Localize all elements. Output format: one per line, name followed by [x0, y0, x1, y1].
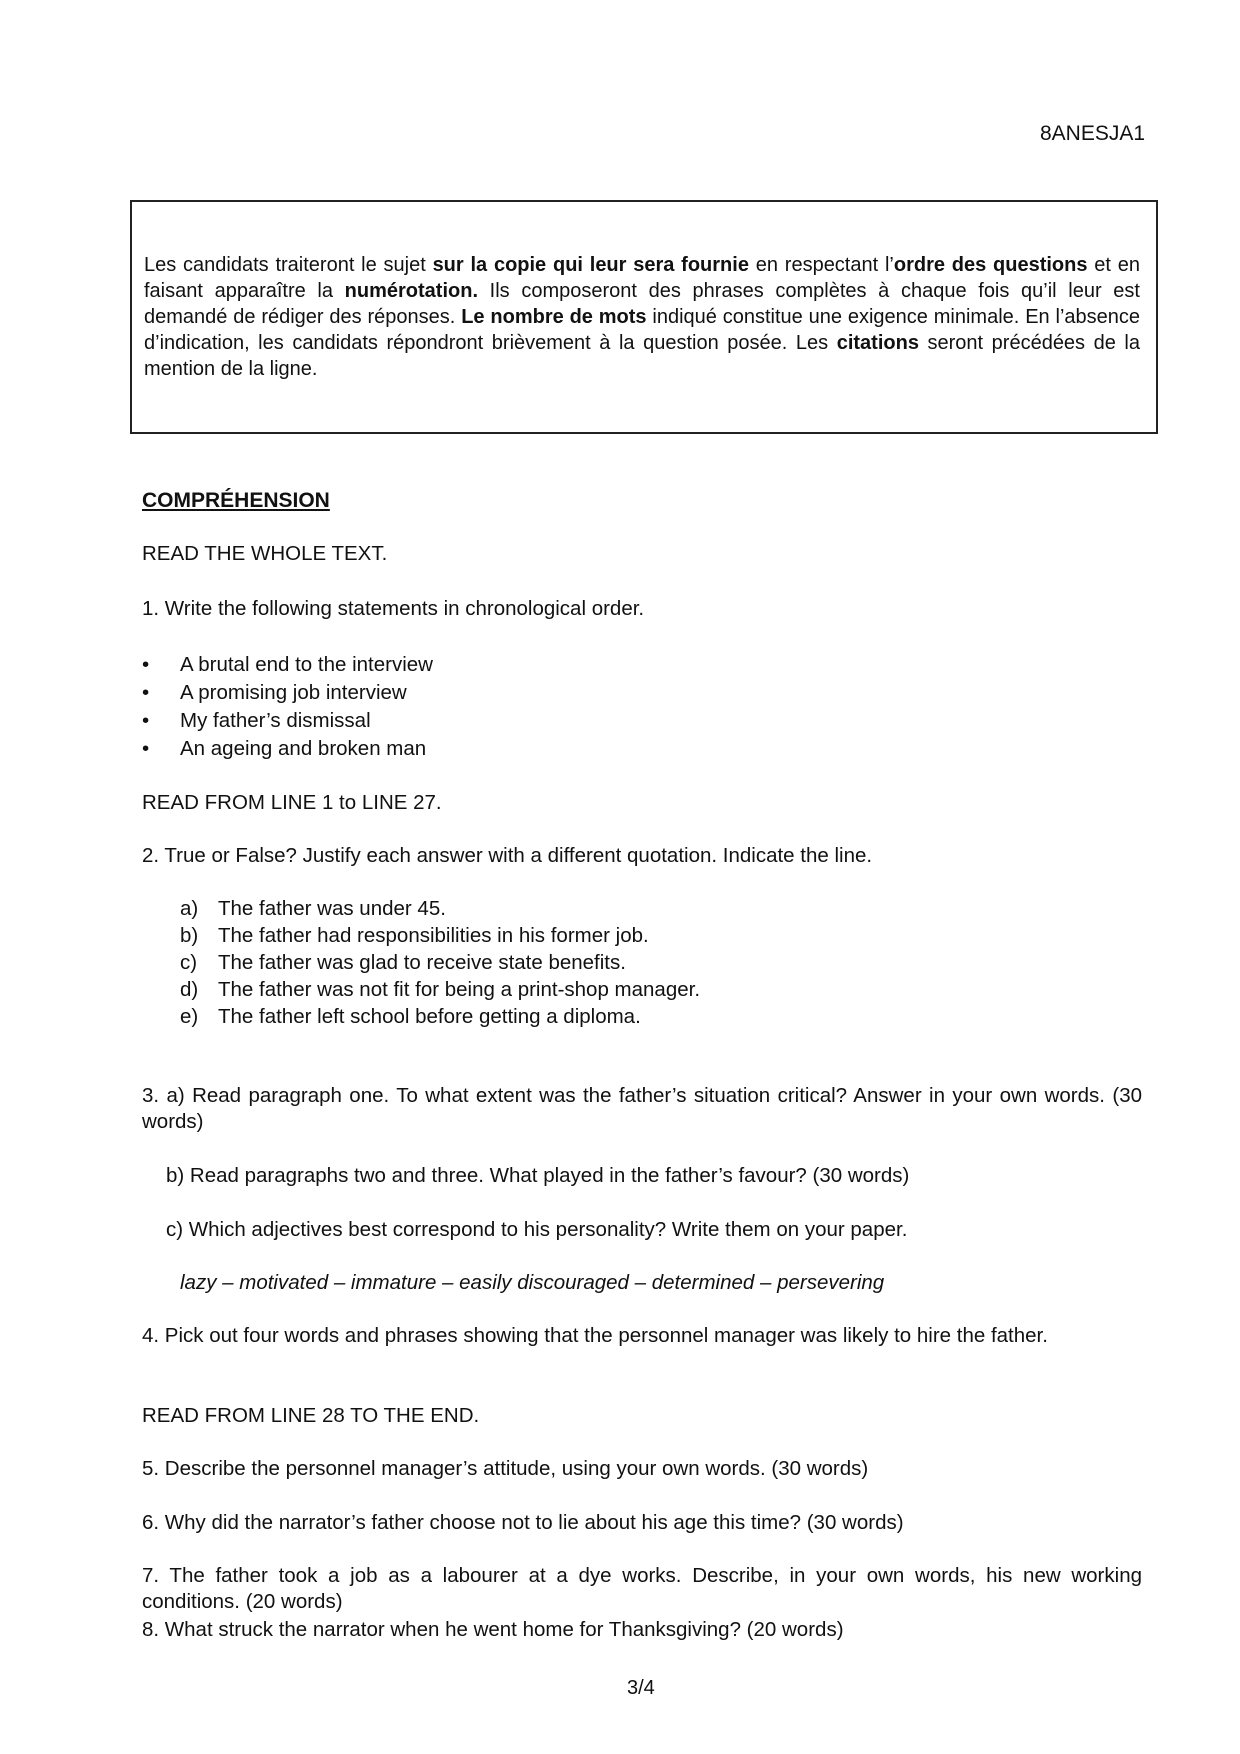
item-text: The father had responsibilities in his former job.: [218, 924, 649, 947]
question-7: 7. The father took a job as a labourer at a dye works. Describe, in your own words, his new working conditions. (20 words): [142, 1564, 1142, 1613]
question-2: 2. True or False? Justify each answer with a different quotation. Indicate the line.: [142, 844, 873, 867]
instr-seg-4: Ils composeront des phrases complètes à chaque fois qu’il leur est demandé de rédiger des réponses.: [144, 280, 1140, 328]
item-text: The father was under 45.: [218, 897, 446, 920]
read-instruction-1: READ THE WHOLE TEXT.: [142, 542, 388, 565]
list-item: [142, 679, 433, 707]
read-instruction-2: READ FROM LINE 1 to LINE 27.: [142, 791, 442, 814]
list-item-text: An ageing and broken man: [180, 737, 427, 760]
bullet-icon: •: [142, 653, 150, 676]
list-item: [180, 949, 700, 976]
instr-bold-1: sur la copie qui leur sera fournie: [432, 254, 749, 276]
instr-seg-5: indiqué constitue une exigence minimale. En l’absence d’indication, les candidats répondront brièvement à la question posée. Les: [144, 306, 1140, 354]
document-code: 8ANESJA1: [1040, 122, 1146, 145]
adjective-list: lazy – motivated – immature – easily discouraged – determined – persevering: [180, 1271, 885, 1294]
item-text: The father left school before getting a diploma.: [218, 1005, 641, 1028]
item-label: b): [180, 924, 199, 947]
statement-list: [142, 651, 433, 763]
instr-seg-1: Les candidats traiteront le sujet: [144, 254, 426, 276]
list-item: [180, 976, 700, 1003]
instr-bold-2: ordre des questions: [893, 254, 1088, 276]
page-number: 3/4: [627, 1677, 655, 1699]
list-item: [142, 651, 433, 679]
section-heading: COMPRÉHENSION: [142, 489, 330, 512]
question-6: 6. Why did the narrator’s father choose not to lie about his age this time? (30 words): [142, 1511, 904, 1534]
bullet-icon: •: [142, 737, 150, 760]
item-text: The father was glad to receive state benefits.: [218, 951, 626, 974]
list-item: [142, 707, 433, 735]
true-false-list: [180, 895, 700, 1030]
question-5: 5. Describe the personnel manager’s attitude, using your own words. (30 words): [142, 1457, 869, 1480]
list-item: [142, 735, 433, 763]
question-3a: 3. a) Read paragraph one. To what extent was the father’s situation critical? Answer in your own words. (30 words): [142, 1084, 1142, 1133]
list-item-text: A promising job interview: [180, 681, 407, 704]
question-8: 8. What struck the narrator when he went home for Thanksgiving? (20 words): [142, 1618, 844, 1641]
question-4: 4. Pick out four words and phrases showing that the personnel manager was likely to hire the father.: [142, 1324, 1048, 1347]
list-item: [180, 895, 700, 922]
item-label: d): [180, 978, 199, 1001]
instr-bold-5: citations: [836, 332, 919, 354]
list-item-text: My father’s dismissal: [180, 709, 371, 732]
instr-seg-2: en respectant l’: [748, 254, 894, 276]
read-instruction-3: READ FROM LINE 28 TO THE END.: [142, 1404, 480, 1427]
item-label: c): [180, 951, 198, 974]
question-1: 1. Write the following statements in chronological order.: [142, 597, 645, 620]
item-text: The father was not fit for being a print-shop manager.: [218, 978, 701, 1001]
item-label: e): [180, 1005, 199, 1028]
list-item: [180, 922, 700, 949]
instr-bold-4: Le nombre de mots: [461, 306, 647, 328]
question-3c: c) Which adjectives best correspond to his personality? Write them on your paper.: [166, 1218, 908, 1241]
list-item: [180, 1003, 700, 1030]
item-label: a): [180, 897, 199, 920]
bullet-icon: •: [142, 709, 150, 732]
instr-seg-6: seront précédées de la mention de la ligne.: [144, 332, 1140, 380]
question-3b: b) Read paragraphs two and three. What played in the father’s favour? (30 words): [166, 1164, 910, 1187]
instr-seg-3: et en faisant apparaître la: [144, 254, 1140, 302]
instructions-text: [144, 252, 1140, 382]
bullet-icon: •: [142, 681, 150, 704]
list-item-text: A brutal end to the interview: [180, 653, 433, 676]
instr-bold-3: numérotation.: [344, 280, 479, 302]
